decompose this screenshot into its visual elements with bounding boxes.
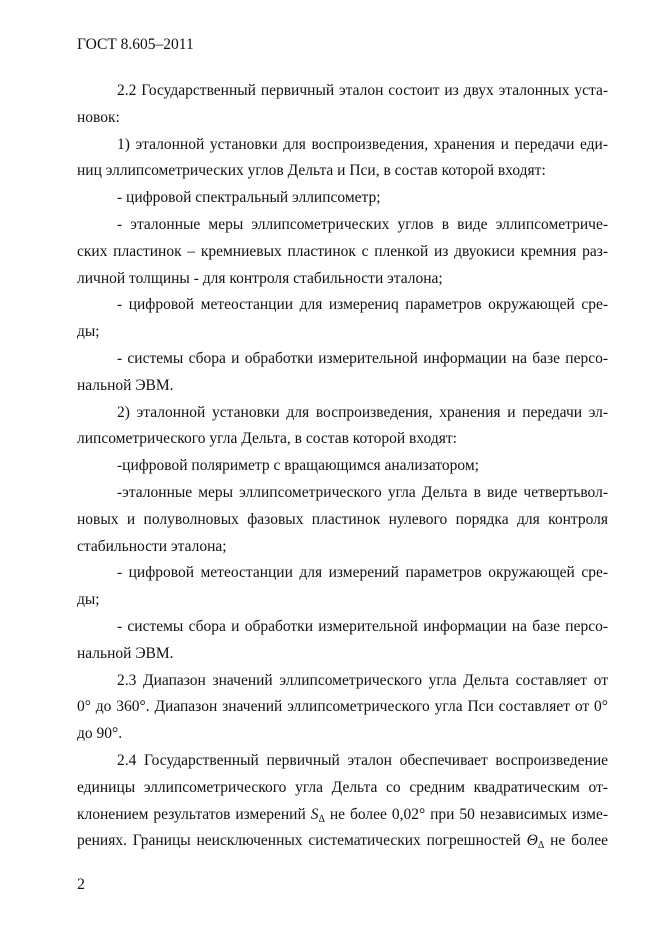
text-line [77, 828, 608, 855]
document-header: ГОСТ 8.605–2011 [77, 36, 194, 53]
text-fragment: не более 0,02° при 50 независимых изме- [324, 805, 608, 823]
text-line: 2) эталонной установки для воспроизведения, хранения и передачи эл- [117, 403, 608, 421]
text-line: - системы сбора и обработки измерительной информации на базе персо- [117, 349, 608, 367]
text-fragment: клонением результатов измерений [77, 805, 311, 823]
text-line: нальной ЭВМ. [77, 376, 174, 394]
text-line: личной толщины - для контроля стабильности эталона; [77, 269, 443, 287]
text-line: ды; [77, 591, 100, 609]
symbol-subscript: Δ [537, 840, 545, 852]
symbol-theta: Θ [526, 832, 538, 850]
text-line: - цифровой спектральный эллипсометр; [117, 189, 381, 207]
text-line: единицы эллипсометрического угла Дельта со средним квадратическим от- [77, 778, 608, 796]
text-line: -цифровой поляриметр с вращающимся анализатором; [117, 457, 479, 475]
text-line: новок: [77, 108, 120, 126]
text-line: - цифровой метеостанции для измерений параметров окружающей сре- [117, 564, 608, 582]
text-line: - системы сбора и обработки измерительной информации на базе персо- [117, 617, 608, 635]
text-line: ниц эллипсометрических углов Дельта и Пси, в состав которой входят: [77, 162, 546, 180]
text-line: липсометрического угла Дельта, в состав которой входят: [77, 430, 457, 448]
text-line: стабильности эталона; [77, 537, 227, 555]
text-line [77, 802, 608, 829]
text-line: 2.3 Диапазон значений эллипсометрического угла Дельта составляет от [117, 671, 608, 689]
text-line: до 90°. [77, 725, 123, 743]
text-line: -эталонные меры эллипсометрического угла Дельта в виде четвертьвол- [117, 483, 608, 501]
page-number: 2 [77, 876, 85, 893]
text-line: новых и полуволновых фазовых пластинок нулевого порядка для контроля [77, 510, 608, 528]
text-line: 2.4 Государственный первичный эталон обеспечивает воспроизведение [117, 751, 608, 769]
text-line: 0° до 360°. Диапазон значений эллипсометрического угла Пси составляет от 0° [77, 698, 608, 716]
text-line: нальной ЭВМ. [77, 644, 174, 662]
text-line: ды; [77, 323, 100, 341]
text-fragment: не более [544, 832, 608, 850]
text-line: 2.2 Государственный первичный эталон состоит из двух эталонных уста- [117, 82, 608, 99]
text-fragment: рениях. Границы неисключенных систематических погрешностей [77, 832, 527, 850]
symbol-subscript: Δ [318, 813, 325, 825]
text-line: - эталонные меры эллипсометрических углов в виде эллипсометриче- [117, 215, 608, 233]
text-line: 1) эталонной установки для воспроизведения, хранения и передачи еди- [117, 135, 608, 153]
document-body [77, 78, 608, 855]
text-line: ских пластинок – кремниевых пластинок с пленкой из двуокиси кремния раз- [77, 242, 608, 260]
symbol-s: S [310, 805, 319, 823]
text-line: - цифровой метеостанции для измерениq параметров окружающей сре- [117, 296, 608, 314]
